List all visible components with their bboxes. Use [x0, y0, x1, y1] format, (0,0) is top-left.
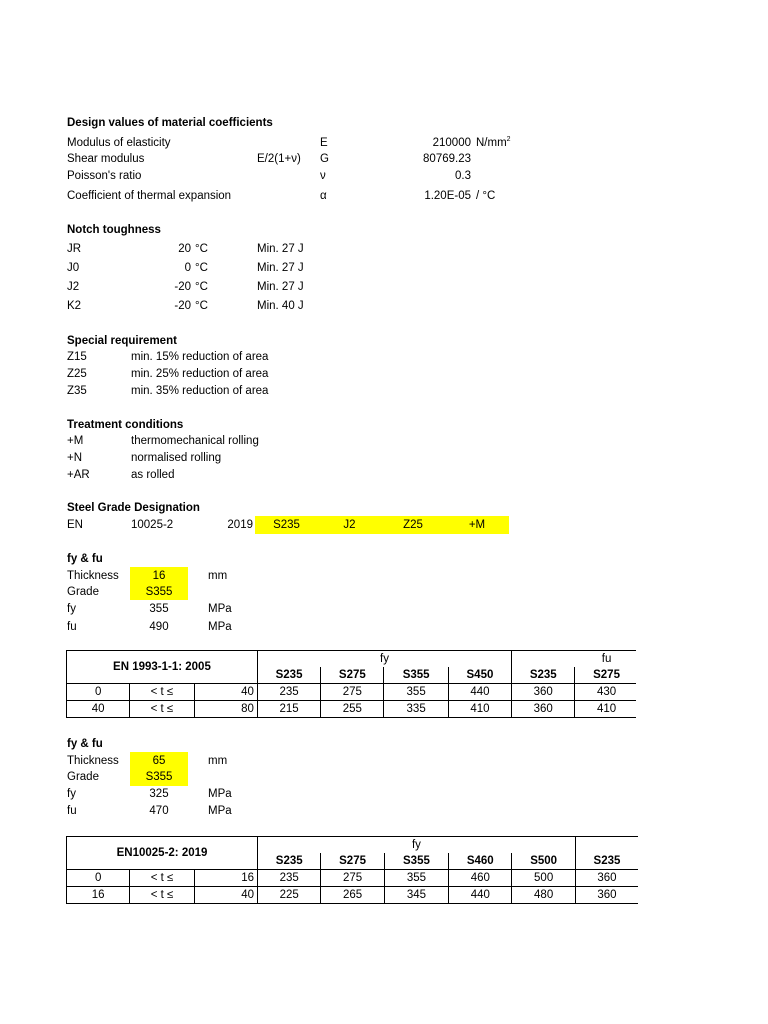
notch-code: J0: [67, 262, 80, 274]
coef-unit: $N/mm^2$: [476, 136, 511, 149]
table1-grade-header: S275: [575, 667, 636, 684]
table2-fy-header: fy: [258, 837, 576, 854]
thickness-input[interactable]: 65: [152, 755, 166, 767]
table-row: [67, 701, 637, 718]
notch-energy: Min. 27 J: [257, 262, 304, 274]
coefficients-title: Design values of material coefficients: [67, 117, 273, 129]
notch-energy: Min. 40 J: [257, 300, 304, 312]
table-cell: 335: [384, 701, 448, 718]
thickness-from: 40: [67, 701, 130, 718]
grade-label: Grade: [67, 771, 99, 783]
coef-symbol: α: [320, 190, 327, 202]
coef-value: 210000: [432, 137, 471, 149]
table2-grade-header: S235: [258, 853, 321, 870]
designation-standard: EN: [67, 519, 83, 531]
table1-grade-header: S235: [257, 667, 320, 684]
notch-temp-unit: °C: [195, 243, 208, 255]
table1-grade-header: S275: [321, 667, 384, 684]
table-cell: 430: [575, 684, 636, 701]
thickness-unit: mm: [208, 570, 228, 582]
notch-code: JR: [67, 243, 82, 255]
treatment-title: Treatment conditions: [67, 419, 184, 431]
thickness-operator: < t ≤: [130, 701, 194, 718]
thickness-operator: < t ≤: [130, 870, 194, 887]
table2-grade-header: S500: [512, 853, 575, 870]
grade-label: Grade: [67, 586, 99, 598]
special-title: Special requirement: [67, 335, 177, 347]
table-cell: 440: [449, 887, 512, 904]
thickness-from: 16: [67, 887, 130, 904]
notch-temp: -20: [174, 300, 191, 312]
designation-grade-cell[interactable]: S235: [273, 519, 300, 531]
table-cell: 355: [384, 870, 448, 887]
grade-input[interactable]: S355: [145, 586, 173, 598]
table-cell: 275: [321, 684, 384, 701]
table-cell: 410: [575, 701, 636, 718]
fu-unit: MPa: [208, 805, 232, 817]
treatment-text: as rolled: [131, 469, 175, 481]
table-cell: 275: [321, 870, 384, 887]
coef-formula: E/2(1+ν): [257, 153, 301, 165]
table-cell: 480: [512, 887, 575, 904]
designation-toughness-cell[interactable]: J2: [343, 519, 356, 531]
treatment-code: +M: [67, 435, 84, 447]
table1-clip: [66, 650, 636, 720]
fu-unit: MPa: [208, 621, 232, 633]
special-code: Z25: [67, 368, 87, 380]
coef-unit: / °C: [476, 190, 496, 202]
table1-fy-header: fy: [257, 651, 511, 668]
thickness-label: Thickness: [67, 755, 119, 767]
treatment-code: +AR: [67, 469, 90, 481]
special-code: Z15: [67, 351, 87, 363]
thickness-operator: < t ≤: [130, 887, 194, 904]
notch-code: K2: [67, 300, 82, 312]
table1: [66, 650, 636, 718]
notch-energy: Min. 27 J: [257, 281, 304, 293]
table1-grade-header: S355: [384, 667, 448, 684]
thickness-input[interactable]: 16: [152, 570, 166, 582]
table-cell: 360: [512, 684, 575, 701]
table-row: [67, 684, 637, 701]
notch-code: J2: [67, 281, 80, 293]
table-cell: 500: [512, 870, 575, 887]
designation-number: 10025-2: [131, 519, 174, 531]
table2-grade-header: S355: [384, 853, 448, 870]
table1-grade-header: S450: [448, 667, 511, 684]
thickness-to: 16: [194, 870, 257, 887]
special-text: min. 25% reduction of area: [131, 368, 269, 380]
table-row: [67, 887, 639, 904]
table-cell: 360: [575, 887, 638, 904]
table-cell: 225: [258, 887, 321, 904]
fu-value: 470: [149, 805, 169, 817]
special-code: Z35: [67, 385, 87, 397]
fy-label: fy: [67, 788, 76, 800]
notch-energy: Min. 27 J: [257, 243, 304, 255]
special-text: min. 15% reduction of area: [131, 351, 269, 363]
thickness-label: Thickness: [67, 570, 119, 582]
table-cell: 440: [448, 684, 511, 701]
coef-symbol: E: [320, 137, 328, 149]
coef-value: 1.20E-05: [424, 190, 471, 202]
fyfu2-title: fy & fu: [67, 738, 103, 750]
fu-label: fu: [67, 621, 77, 633]
treatment-code: +N: [67, 452, 83, 464]
designation-year: 2019: [227, 519, 253, 531]
grade-input[interactable]: S355: [145, 771, 173, 783]
notch-temp: 20: [178, 243, 191, 255]
fy-unit: MPa: [208, 788, 232, 800]
table1-grade-header: S235: [512, 667, 575, 684]
fy-value: 355: [149, 603, 169, 615]
table-cell: 265: [321, 887, 384, 904]
coef-symbol: G: [320, 153, 329, 165]
fy-value: 325: [149, 788, 169, 800]
thickness-from: 0: [67, 684, 130, 701]
coef-label: Coefficient of thermal expansion: [67, 190, 232, 202]
designation-special-cell[interactable]: Z25: [403, 519, 423, 531]
treatment-text: normalised rolling: [131, 452, 222, 464]
table2-clip: [66, 836, 638, 906]
notch-temp-unit: °C: [195, 300, 208, 312]
fu-label: fu: [67, 805, 77, 817]
table-cell: 345: [384, 887, 448, 904]
designation-treatment-cell[interactable]: +M: [468, 519, 486, 531]
table1-title: EN 1993-1-1: 2005: [67, 651, 258, 684]
treatment-text: thermomechanical rolling: [131, 435, 259, 447]
table-cell: 255: [321, 701, 384, 718]
table-cell: 410: [448, 701, 511, 718]
coef-value: 0.3: [455, 170, 471, 182]
thickness-to: 40: [194, 887, 257, 904]
table2-grade-header: S460: [449, 853, 512, 870]
thickness-from: 0: [67, 870, 130, 887]
thickness-operator: < t ≤: [130, 684, 194, 701]
notch-title: Notch toughness: [67, 224, 161, 236]
table-cell: 235: [257, 684, 320, 701]
table2-title: EN10025-2: 2019: [67, 837, 258, 870]
notch-temp: -20: [174, 281, 191, 293]
notch-temp-unit: °C: [195, 262, 208, 274]
coef-label: Shear modulus: [67, 153, 145, 165]
fy-unit: MPa: [208, 603, 232, 615]
thickness-unit: mm: [208, 755, 228, 767]
notch-temp: 0: [184, 262, 191, 274]
table2: [66, 836, 638, 904]
fy-label: fy: [67, 603, 76, 615]
table2-next-header: [575, 837, 638, 854]
fu-value: 490: [149, 621, 169, 633]
coef-label: Modulus of elasticity: [67, 137, 171, 149]
table-cell: 355: [384, 684, 448, 701]
coef-label: Poisson's ratio: [67, 170, 142, 182]
table-cell: 360: [575, 870, 638, 887]
table2-grade-header: S235: [575, 853, 638, 870]
thickness-to: 40: [194, 684, 257, 701]
table1-fu-header: fu: [512, 651, 636, 668]
designation-title: Steel Grade Designation: [67, 502, 200, 514]
table-cell: 235: [258, 870, 321, 887]
coef-value: 80769.23: [423, 153, 471, 165]
thickness-to: 80: [194, 701, 257, 718]
coef-symbol: ν: [320, 170, 326, 182]
table-cell: 360: [512, 701, 575, 718]
fyfu1-title: fy & fu: [67, 553, 103, 565]
special-text: min. 35% reduction of area: [131, 385, 269, 397]
table2-grade-header: S275: [321, 853, 384, 870]
table-row: [67, 870, 639, 887]
table-cell: 215: [257, 701, 320, 718]
table-cell: 460: [449, 870, 512, 887]
notch-temp-unit: °C: [195, 281, 208, 293]
